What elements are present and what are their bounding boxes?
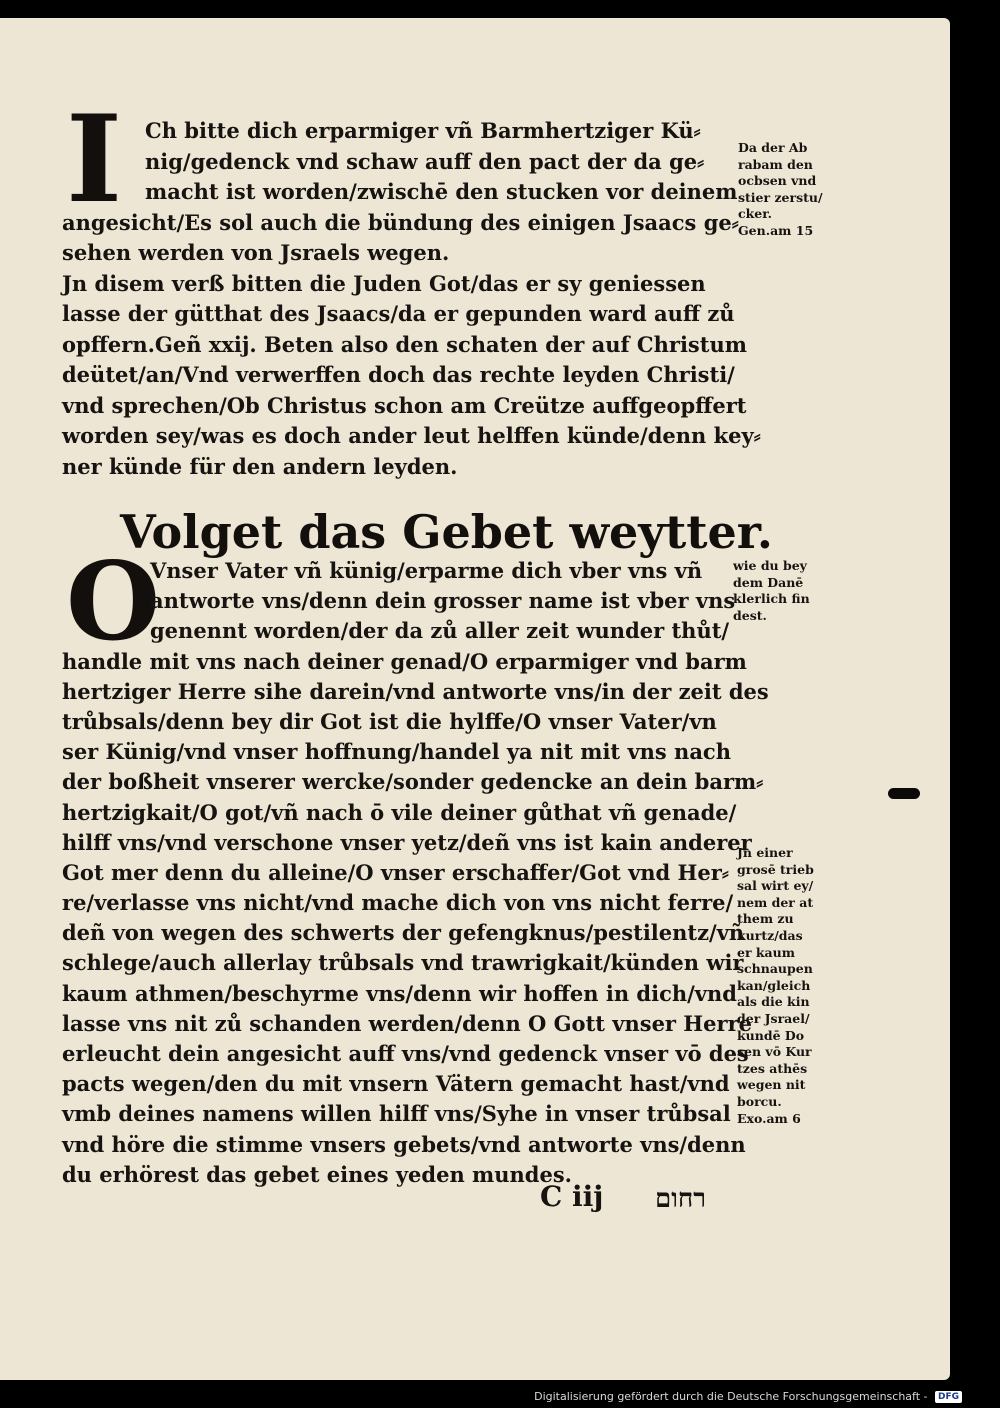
text-line: macht ist worden/zwischē den stucken vor deinem (145, 179, 738, 204)
funding-footer (534, 1390, 962, 1403)
text-line: vnd sprechen/Ob Christus schon am Creütze auffgeopffert (62, 392, 747, 418)
text-line: Ch bitte dich erparmiger vñ Barmhertziger Kü⸗ (145, 118, 701, 143)
text-line: als die kin (737, 994, 810, 1010)
text-line: kan/gleich (737, 977, 811, 993)
text-line: schlege/auch allerlay trůbsals vnd trawrigkait/künden wir (62, 950, 744, 976)
text-line: hertzigkait/O got/vñ nach ō vile deiner gůthat vñ genade/ (62, 799, 737, 825)
text-line: borcu. (737, 1093, 782, 1109)
text-line: kaum athmen/beschyrme vns/denn wir hoffen in dich/vnd (62, 980, 737, 1006)
text-line: Got mer denn du alleine/O vnser erschaffer/Got vnd Her⸗ (62, 859, 729, 885)
text-line: tzes athēs (737, 1060, 808, 1076)
text-line: grosē trieb (737, 861, 814, 877)
text-line: stier zerstu/ (738, 189, 823, 205)
ink-mark (888, 788, 920, 799)
catchword-hebrew: רחום (655, 1184, 707, 1214)
text-line: hilff vns/vnd verschone vnser yetz/deñ vns ist kain anderer (62, 829, 752, 855)
text-line: Exo.am 6 (737, 1110, 801, 1126)
text-line: lasse der gütthat des Jsaacs/da er gepunden ward auff zů (62, 301, 735, 326)
text-line: wegen nit (737, 1077, 806, 1093)
text-line: trůbsals/denn bey dir Got ist die hylffe/O vnser Vater/vn (62, 708, 717, 734)
paragraph-2 (62, 556, 769, 1190)
text-line: dest. (733, 607, 767, 623)
text-line: worden sey/was es doch ander leut helffen künde/denn key⸗ (62, 423, 761, 448)
text-line: angesicht/Es sol auch die bündung des einigen Jsaacs ge⸗ (62, 209, 739, 235)
text-line: Gen.am 15 (738, 222, 814, 238)
text-line: ocbsen vnd (738, 173, 817, 189)
text-line: Jn disem verß bitten die Juden Got/das er sy geniessen (62, 270, 706, 296)
text-line: kurtz/das (737, 927, 803, 943)
text-line: them zu (737, 911, 794, 927)
text-line: erleucht dein angesicht auff vns/vnd gedenck vnser vō des (62, 1041, 749, 1066)
initial-letter-o: O (66, 539, 161, 665)
text-line: lasse vns nit zů schanden werden/denn O Gott vnser Herre (62, 1010, 752, 1036)
text-line: opffern.Geñ xxij. Beten also den schaten der auf Christum (62, 331, 747, 357)
margin-note-1 (738, 140, 823, 240)
footer-text: Digitalisierung gefördert durch die Deutsche Forschungsgemeinschaft - (534, 1390, 928, 1403)
signature-mark: C iij (540, 1180, 604, 1213)
text-line: ner künde für den andern leyden. (62, 453, 458, 479)
text-line: nig/gedenck vnd schaw auff den pact der da ge⸗ (145, 148, 705, 174)
text-line: rabam den (738, 156, 813, 172)
dfg-logo: DFG (935, 1391, 962, 1403)
text-line: pacts wegen/den du mit vnsern Vätern gemacht hast/vnd (62, 1071, 730, 1097)
text-line: antworte vns/denn dein grosser name ist vber vns (150, 588, 736, 614)
margin-note-3 (737, 845, 814, 1127)
text-line: sehen werden von Jsraels wegen. (62, 240, 450, 265)
text-line: sen vō Kur (737, 1044, 812, 1060)
section-heading: Volget das Gebet weytter. (120, 505, 773, 559)
text-line: re/verlasse vns nicht/vnd mache dich von vns nicht ferre/ (62, 890, 734, 916)
text-line: Jn einer (737, 845, 793, 860)
text-line: Vnser Vater vñ künig/erparme dich vber vns vñ (150, 558, 703, 583)
text-line: sal wirt ey/ (737, 878, 814, 894)
paragraph-1 (62, 116, 761, 482)
text-line: du erhörest das gebet eines yeden mundes. (62, 1161, 572, 1187)
text-line: wie du bey (733, 558, 807, 573)
text-line: kundē Do (737, 1027, 805, 1043)
text-line: schnaupen (737, 961, 813, 977)
text-line: der Jsrael/ (737, 1010, 810, 1026)
text-line: er kaum (737, 944, 795, 960)
text-line: Da der Ab (738, 140, 808, 155)
text-line: deütet/an/Vnd verwerffen doch das rechte leyden Christi/ (62, 362, 735, 387)
text-line: nem der at (737, 894, 814, 910)
text-line: ser Künig/vnd vnser hoffnung/handel ya nit mit vns nach (62, 739, 731, 765)
text-line: dem Danē (733, 574, 804, 590)
text-line: handle mit vns nach deiner genad/O erparmiger vnd barm (62, 648, 747, 674)
text-line: hertziger Herre sihe darein/vnd antworte vns/in der zeit des (62, 678, 769, 704)
text-line: klerlich fin (733, 591, 810, 607)
text-line: deñ von wegen des schwerts der gefengknus/pestilentz/vñ (62, 920, 745, 946)
text-line: genennt worden/der da zů aller zeit wunder thůt/ (150, 618, 730, 644)
text-line: vmb deines namens willen hilff vns/Syhe in vnser trůbsal (62, 1101, 731, 1127)
text-line: cker. (738, 206, 773, 222)
text-line: der boßheit vnserer wercke/sonder gedencke an dein barm⸗ (62, 769, 764, 795)
text-line: vnd höre die stimme vnsers gebets/vnd antworte vns/denn (62, 1131, 746, 1157)
margin-note-2 (733, 558, 810, 624)
initial-letter-i: I (66, 89, 123, 230)
